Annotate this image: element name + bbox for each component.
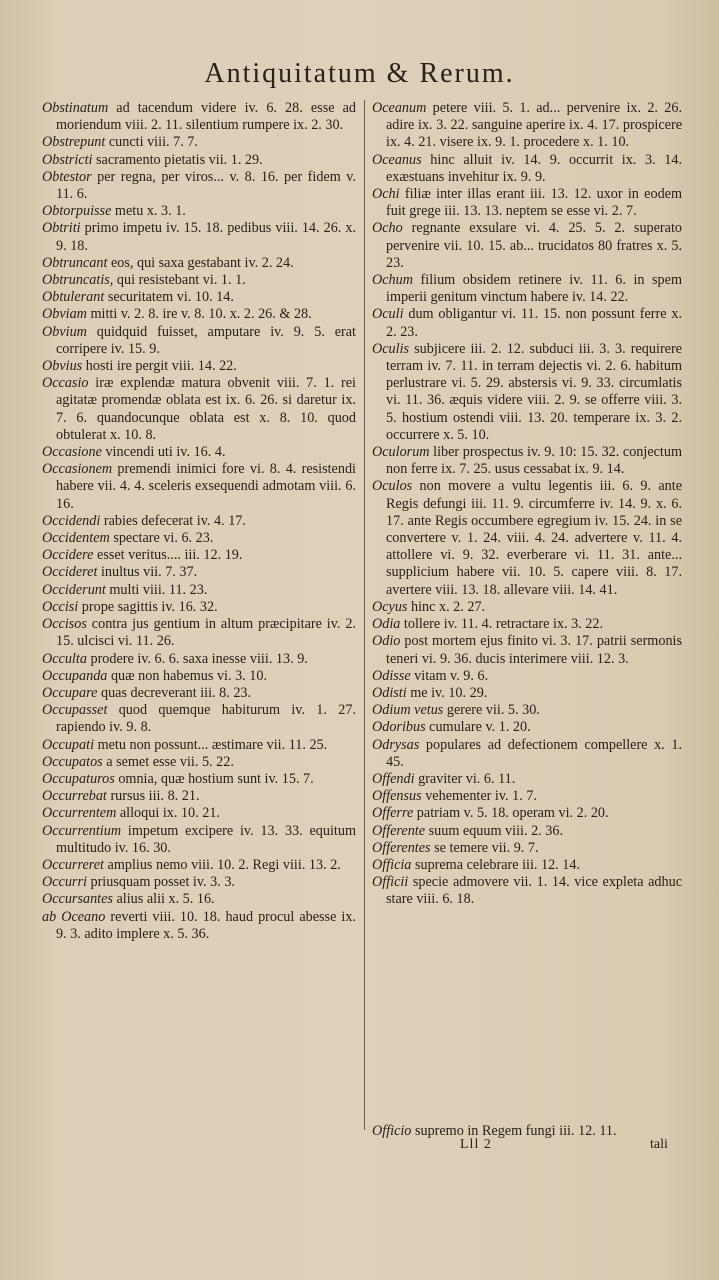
- entry-text: esset veritus.... iii. 12. 19.: [93, 547, 243, 564]
- index-entry: [42, 100, 356, 134]
- index-entry: [42, 547, 356, 564]
- index-entry: [42, 220, 356, 254]
- entry-text: subjicere iii. 2. 12. subduci iii. 3. 3. requirere terram iv. 7. 11. in terram dejectis vi. 2. 6. habitum perlustrare vi. 5. 29. abstersis vi. 9. 33. circumlatis vi. 11. 36. æquis videre viii. 2. 9. se offerre viii. 3. 5. hostium ostendi viii. 13. 20. temperare ix. 3. 2. occurrere x. 5. 10.: [386, 340, 682, 443]
- entry-headword: Occasionem: [42, 461, 113, 478]
- entry-text: prope sagittis iv. 16. 32.: [78, 598, 218, 615]
- entry-headword: Odrysas: [372, 736, 420, 753]
- entry-headword: Odisse: [372, 667, 411, 684]
- entry-headword: Obtruncant: [42, 254, 108, 271]
- entry-text: cuncti viii. 7. 7.: [105, 134, 198, 151]
- index-entry: [372, 737, 682, 771]
- entry-text: hosti ire pergit viii. 14. 22.: [82, 358, 237, 375]
- index-entry: [42, 203, 356, 220]
- index-entry: [42, 324, 356, 358]
- entry-text: alius alii x. 5. 16.: [112, 891, 215, 908]
- entry-headword: ab Oceano: [42, 908, 106, 925]
- entry-text: a semet esse vii. 5. 22.: [102, 753, 234, 770]
- index-entry: [372, 874, 682, 908]
- entry-text: quas decreverant iii. 8. 23.: [97, 684, 252, 701]
- index-entry: [42, 754, 356, 771]
- index-entry: [372, 685, 682, 702]
- entry-text: per regna, per viros... v. 8. 16. per fidem v. 11. 6.: [56, 168, 356, 203]
- entry-headword: Occursantes: [42, 891, 113, 908]
- entry-text: sacramento pietatis vii. 1. 29.: [92, 151, 263, 168]
- index-entry: [42, 909, 356, 943]
- index-entry: [42, 564, 356, 581]
- entry-text: vitam v. 9. 6.: [410, 667, 489, 684]
- entry-text: se temere vii. 9. 7.: [430, 839, 539, 856]
- index-entry: [42, 289, 356, 306]
- entry-text: quod quemque habiturum iv. 1. 27. rapiendo iv. 9. 8.: [56, 702, 356, 736]
- entry-headword: Ochum: [372, 272, 413, 289]
- index-entry: [42, 358, 356, 375]
- entry-text: vehementer iv. 1. 7.: [421, 788, 537, 805]
- index-entry: [372, 840, 682, 857]
- entry-text: inultus vii. 7. 37.: [97, 564, 198, 581]
- entry-text: metu x. 3. 1.: [111, 203, 186, 220]
- index-entry: [372, 616, 682, 633]
- index-entry: [372, 220, 682, 272]
- entry-headword: Occurrentium: [42, 822, 122, 839]
- index-entry: [372, 668, 682, 685]
- entry-headword: Oculi: [372, 306, 404, 323]
- entry-text: , qui resistebant vi. 1. 1.: [109, 272, 246, 289]
- entry-text: spectare vi. 6. 23.: [109, 530, 214, 547]
- entry-headword: Occideret: [42, 564, 98, 581]
- entry-headword: Oculos: [372, 478, 413, 495]
- index-entry: [42, 857, 356, 874]
- entry-text: contra jus gentium in altum præcipitare iv. 2. 15. ulcisci vi. 11. 26.: [56, 616, 356, 650]
- entry-text: graviter vi. 6. 11.: [414, 770, 516, 787]
- entry-headword: Occasione: [42, 444, 102, 461]
- entry-headword: Obvius: [42, 358, 83, 375]
- index-entry: [42, 169, 356, 203]
- entry-text: securitatem vi. 10. 14.: [104, 289, 234, 306]
- entry-text: quidquid fuisset, amputare iv. 9. 5. erat corripere iv. 15. 9.: [56, 323, 356, 357]
- entry-headword: Ocyus: [372, 598, 408, 615]
- entry-text: eos, qui saxa gestabant iv. 2. 24.: [107, 254, 294, 271]
- index-entry: [42, 685, 356, 702]
- entry-text: mitti v. 2. 8. ire v. 8. 10. x. 2. 26. & 28.: [86, 306, 312, 323]
- index-entry: [372, 857, 682, 874]
- entry-headword: Oculis: [372, 340, 410, 357]
- entry-headword: Obtulerant: [42, 289, 105, 306]
- entry-headword: Occasio: [42, 375, 89, 392]
- index-entry: [372, 599, 682, 616]
- index-entry: [42, 599, 356, 616]
- index-entry: [42, 513, 356, 530]
- index-entry: [42, 651, 356, 668]
- column-divider: [364, 100, 365, 1130]
- entry-headword: Obstinatum: [42, 100, 109, 116]
- entry-headword: Offerente: [372, 822, 426, 839]
- index-entry: [372, 186, 682, 220]
- index-column-left: [42, 100, 356, 943]
- index-entry: [42, 788, 356, 805]
- entry-text: specie admovere vii. 1. 14. vice expleta adhuc stare viii. 6. 18.: [386, 874, 682, 908]
- entry-text: vincendi uti iv. 16. 4.: [101, 444, 226, 461]
- entry-text: liber prospectus iv. 9. 10: 15. 32. conjectum non ferre ix. 7. 25. usus cessabat ix. 9. 14.: [386, 444, 682, 478]
- entry-headword: Obtestor: [42, 168, 92, 185]
- entry-headword: Officia: [372, 856, 412, 873]
- catchword: tali: [650, 1137, 668, 1152]
- entry-text: patriam v. 5. 18. operam vi. 2. 20.: [413, 805, 609, 822]
- entry-headword: Officii: [372, 874, 409, 891]
- entry-text: petere viii. 5. 1. ad... pervenire ix. 2. 26. adire ix. 3. 22. sanguine aperire ix. 4. 17. prospicere ix. 4. 21. visere ix. 9. 1. procedere x. 1. 10.: [386, 100, 682, 151]
- index-entry: [42, 530, 356, 547]
- entry-headword: Occurrebat: [42, 788, 107, 805]
- entry-headword: Odoribus: [372, 719, 426, 736]
- index-entry: [372, 719, 682, 736]
- entry-text: omnia, quæ hostium sunt iv. 15. 7.: [114, 770, 314, 787]
- entry-headword: Offerre: [372, 805, 414, 822]
- index-entry: [372, 823, 682, 840]
- entry-text: iræ explendæ matura obvenit viii. 7. 1. rei agitatæ promendæ oblata est ix. 6. 26. si daretur ix. 7. 6. quandocunque oblata est x. 8. 10. quod obtulerat x. 10. 8.: [56, 375, 356, 443]
- entry-headword: Occupasset: [42, 702, 108, 719]
- index-entry: [42, 823, 356, 857]
- entry-headword: Ocho: [372, 220, 403, 237]
- index-entry: [42, 874, 356, 891]
- index-entry: [372, 341, 682, 444]
- index-entry: [42, 461, 356, 513]
- entry-text: tollere iv. 11. 4. retractare ix. 3. 22.: [400, 616, 603, 633]
- entry-text: prodere iv. 6. 6. saxa inesse viii. 13. 9.: [86, 650, 308, 667]
- entry-headword: Occupare: [42, 684, 98, 701]
- index-entry: [372, 788, 682, 805]
- entry-headword: Occidere: [42, 547, 94, 564]
- index-entry: [372, 272, 682, 306]
- signature-mark: Lll 2: [460, 1137, 492, 1152]
- index-entry: [42, 702, 356, 736]
- entry-headword: Occidendi: [42, 512, 101, 529]
- entry-headword: Occisos: [42, 616, 87, 633]
- entry-headword: Occupatos: [42, 753, 103, 770]
- index-entry: [42, 444, 356, 461]
- entry-text: cumulare v. 1. 20.: [425, 719, 531, 736]
- index-entry: [372, 633, 682, 667]
- entry-text: hinc alluit iv. 14. 9. occurrit ix. 3. 14. exæstuans invehitur ix. 9. 9.: [386, 151, 682, 185]
- entry-headword: Oculorum: [372, 444, 430, 461]
- entry-text: me iv. 10. 29.: [406, 684, 488, 701]
- entry-text: amplius nemo viii. 10. 2. Regi viii. 13. 2.: [103, 856, 341, 873]
- entry-headword: Oceanum: [372, 100, 427, 116]
- index-entry: [42, 272, 356, 289]
- index-entry: [372, 478, 682, 598]
- entry-headword: Officio: [372, 1123, 412, 1139]
- index-entry-last: [372, 1123, 682, 1140]
- index-entry: [42, 306, 356, 323]
- entry-text: primo impetu iv. 15. 18. pedibus viii. 14. 26. x. 9. 18.: [56, 220, 356, 254]
- index-entry: [42, 255, 356, 272]
- index-entry: [372, 805, 682, 822]
- entry-headword: Obtorpuisse: [42, 203, 112, 220]
- index-entry: [42, 771, 356, 788]
- index-entry: [42, 891, 356, 908]
- entry-text: post mortem ejus finito vi. 3. 17. patrii sermonis teneri vi. 9. 36. ducis interimere viii. 12. 3.: [386, 633, 682, 667]
- index-column-right: [372, 100, 682, 909]
- index-entry: [372, 306, 682, 340]
- index-entry: [42, 805, 356, 822]
- entry-headword: Occidentem: [42, 530, 110, 547]
- entry-headword: Obtriti: [42, 220, 81, 237]
- entry-headword: Occupanda: [42, 667, 108, 684]
- entry-headword: Odio: [372, 633, 401, 650]
- entry-text: quæ non habemus vi. 3. 10.: [107, 667, 268, 684]
- index-entry: [42, 582, 356, 599]
- entry-headword: Occupati: [42, 736, 95, 753]
- entry-text: alloqui ix. 10. 21.: [116, 805, 220, 822]
- entry-headword: Occisi: [42, 598, 79, 615]
- index-entry: [42, 134, 356, 151]
- entry-headword: Obvium: [42, 323, 87, 340]
- index-entry: [42, 152, 356, 169]
- entry-headword: Occurri: [42, 874, 87, 891]
- entry-text: regnante exsulare vi. 4. 25. 5. 2. superato pervenire vii. 10. 15. ab... trucidatos 80 fratres x. 5. 23.: [386, 220, 682, 271]
- entry-headword: Occulta: [42, 650, 87, 667]
- entry-text: premendi inimici fore vi. 8. 4. resistendi habere vii. 4. 4. sceleris exsequendi admotam viii. 6. 16.: [56, 461, 356, 512]
- index-entry: [372, 100, 682, 152]
- entry-text: supremo in Regem fungi iii. 12. 11.: [411, 1123, 617, 1139]
- entry-headword: Obtruncatis: [42, 272, 110, 289]
- entry-text: multi viii. 11. 23.: [105, 581, 208, 598]
- entry-text: priusquam posset iv. 3. 3.: [86, 874, 235, 891]
- entry-headword: Oceanus: [372, 151, 422, 168]
- entry-text: reverti viii. 10. 18. haud procul abesse ix. 9. 3. adito implere x. 5. 36.: [56, 908, 356, 942]
- entry-text: suprema celebrare iii. 12. 14.: [411, 856, 581, 873]
- entry-text: filium obsidem retinere iv. 11. 6. in spem imperii genitum vinctum habere iv. 14. 22.: [386, 272, 682, 306]
- entry-text: suum equum viii. 2. 36.: [425, 822, 563, 839]
- entry-headword: Obstrepunt: [42, 134, 106, 151]
- index-entry: [42, 668, 356, 685]
- entry-headword: Occurreret: [42, 856, 104, 873]
- entry-text: dum obligantur vi. 11. 15. non possunt ferre x. 2. 23.: [386, 306, 682, 340]
- entry-headword: Odia: [372, 616, 401, 633]
- entry-headword: Occurrentem: [42, 805, 117, 822]
- entry-text: metu non possunt... æstimare vii. 11. 25.: [94, 736, 328, 753]
- entry-headword: Offensus: [372, 788, 422, 805]
- entry-headword: Obstricti: [42, 151, 93, 168]
- entry-text: impetum excipere iv. 13. 33. equitum multitudo iv. 16. 30.: [56, 822, 356, 856]
- entry-text: non movere a vultu legentis iii. 6. 9. ante Regis defungi iii. 11. 9. circumferre iv. 14. 9. x. 6. 17. ante Regis occumbere egregium iv. 15. 24. in se convertere v. 1. 24. viii. 4. 24. advertere v. 11. 4. attollere vi. 9. 32. everberare vi. 11. 31. ante... supplicium habere vii. 10. 5. capere viii. 8. 17. avertere viii. 13. 18. allevare viii. 14. 41.: [386, 478, 682, 598]
- entry-headword: Ochi: [372, 186, 400, 203]
- running-header: Antiquitatum & Rerum.: [204, 58, 515, 89]
- entry-text: ad tacendum videre iv. 6. 28. esse ad moriendum viii. 2. 11. silentium rumpere ix. 2. 30.: [56, 100, 356, 134]
- entry-text: hinc x. 2. 27.: [407, 598, 486, 615]
- entry-headword: Obviam: [42, 306, 87, 323]
- entry-text: populares ad defectionem compellere x. 1. 45.: [386, 736, 682, 770]
- entry-text: gerere vii. 5. 30.: [443, 702, 540, 719]
- entry-text: filiæ inter illas erant iii. 13. 12. uxor in eodem fuit grege iii. 13. 13. neptem se esse vi. 2. 7.: [386, 186, 682, 220]
- index-entry: [372, 771, 682, 788]
- entry-text: rabies defecerat iv. 4. 17.: [100, 512, 246, 529]
- entry-headword: Offerentes: [372, 839, 431, 856]
- index-entry: [372, 702, 682, 719]
- index-entry: [42, 737, 356, 754]
- index-entry: [372, 152, 682, 186]
- entry-headword: Occupaturos: [42, 770, 115, 787]
- entry-headword: Offendi: [372, 770, 415, 787]
- entry-headword: Odisti: [372, 684, 407, 701]
- index-entry: [42, 375, 356, 444]
- entry-text: rursus iii. 8. 21.: [106, 788, 200, 805]
- entry-headword: Occiderunt: [42, 581, 106, 598]
- index-entry: [42, 616, 356, 650]
- index-entry: [372, 444, 682, 478]
- entry-headword: Odium vetus: [372, 702, 444, 719]
